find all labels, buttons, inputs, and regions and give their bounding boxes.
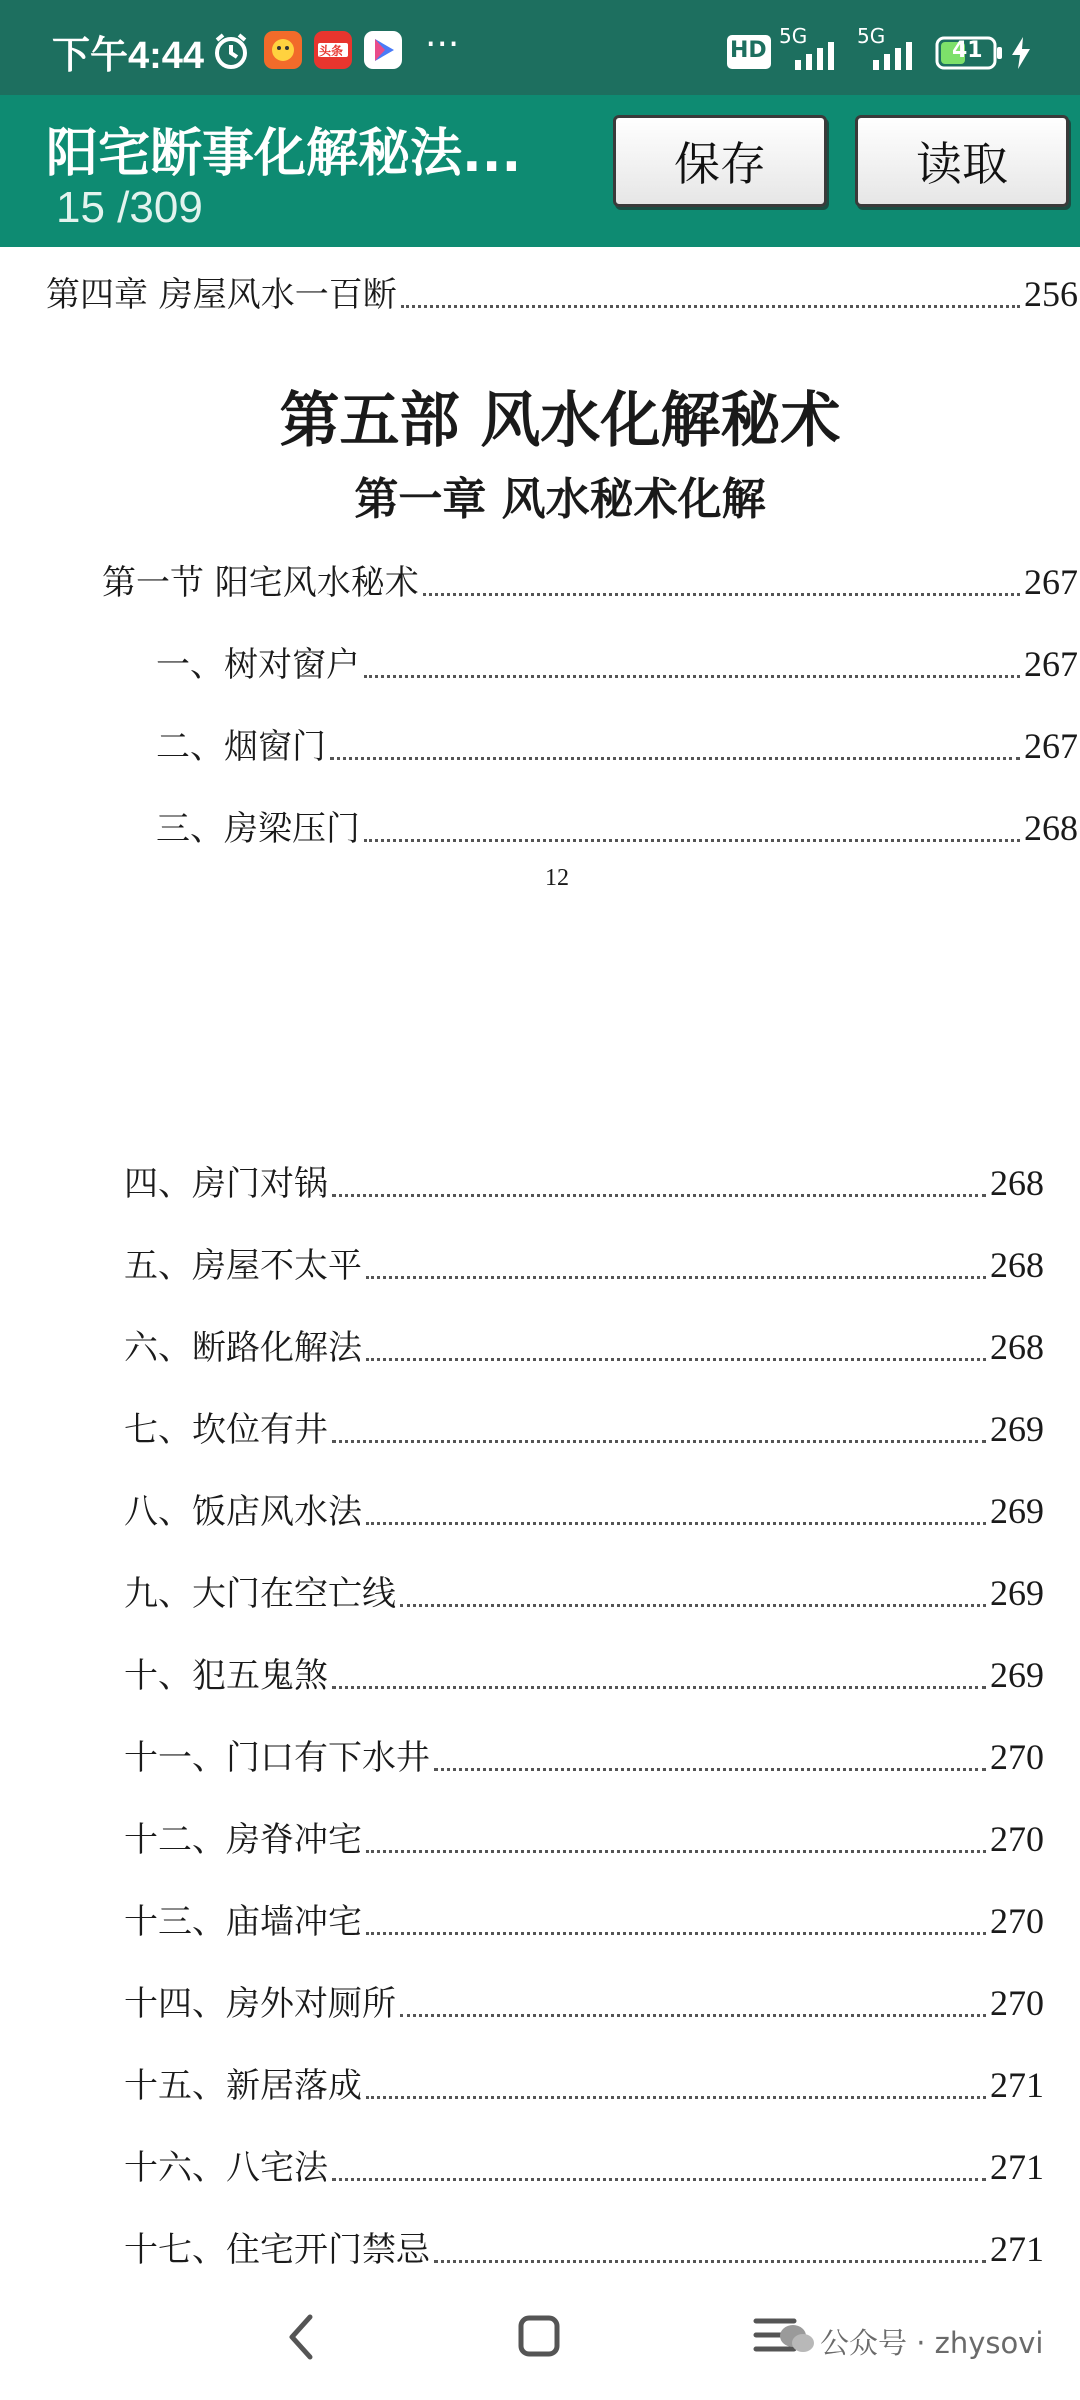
play-app-icon <box>363 30 403 74</box>
toc-item-page: 269 <box>990 1409 1044 1449</box>
toc-item <box>124 2222 1044 2271</box>
toc-item <box>156 719 1078 768</box>
toc-item-page: 269 <box>990 1491 1044 1531</box>
toc-leader-dots <box>366 1276 986 1279</box>
toc-leader-dots <box>434 2260 986 2263</box>
toc-item-page: 268 <box>990 1245 1044 1285</box>
toc-entry-title: 第一节 阳宅风水秘术 <box>102 563 419 603</box>
toc-item-page: 267 <box>1024 644 1078 684</box>
toc-item-title: 一、树对窗户 <box>156 645 360 685</box>
toc-item-title: 十一、门口有下水井 <box>124 1738 430 1778</box>
toc-leader-dots <box>364 839 1020 842</box>
toc-leader-dots <box>401 305 1020 308</box>
signal-1-icon <box>793 40 845 74</box>
toc-item-title: 十五、新居落成 <box>124 2066 362 2106</box>
toc-leader-dots <box>423 593 1020 596</box>
toc-item <box>124 1402 1044 1451</box>
toc-leader-dots <box>332 2178 986 2181</box>
charging-icon <box>1010 36 1032 74</box>
status-bar <box>0 0 1080 95</box>
toc-item-title: 十七、住宅开门禁忌 <box>124 2230 430 2270</box>
toc-leader-dots <box>364 675 1020 678</box>
toc-item-page: 268 <box>1024 808 1078 848</box>
load-button[interactable]: 读取 <box>855 115 1069 207</box>
back-button[interactable] <box>282 2311 322 2367</box>
alarm-icon <box>212 32 250 74</box>
toc-item-page: 268 <box>990 1327 1044 1367</box>
toc-item-title: 十三、庙墙冲宅 <box>124 1902 362 1942</box>
toc-item-page: 270 <box>990 1983 1044 2023</box>
hd-label: HD <box>730 38 767 63</box>
navigation-bar <box>0 2277 1080 2400</box>
toc-item-title: 八、饭店风水法 <box>124 1492 362 1532</box>
chapter-heading: 第一章 风水秘术化解 <box>354 474 766 525</box>
toc-leader-dots <box>332 1686 986 1689</box>
toc-item <box>124 1812 1044 1861</box>
toc-item <box>124 1730 1044 1779</box>
document-page[interactable] <box>0 247 1080 2277</box>
toc-leader-dots <box>366 1932 986 1935</box>
toc-item <box>124 1566 1044 1615</box>
part-heading: 第五部 风水化解秘术 <box>279 386 841 456</box>
toc-item-title: 十、犯五鬼煞 <box>124 1656 328 1696</box>
toc-item-title: 二、烟窗门 <box>156 727 326 767</box>
page-number: 12 <box>545 865 569 891</box>
toc-item-title: 七、坎位有井 <box>124 1410 328 1450</box>
toc-item-title: 四、房门对锅 <box>124 1164 328 1204</box>
toc-item <box>124 1484 1044 1533</box>
toc-item-title: 五、房屋不太平 <box>124 1246 362 1286</box>
toc-item <box>156 801 1078 850</box>
toc-item <box>124 1320 1044 1369</box>
toc-item <box>124 1648 1044 1697</box>
toc-item-title: 十二、房脊冲宅 <box>124 1820 362 1860</box>
toc-leader-dots <box>434 1768 986 1771</box>
wechat-icon <box>778 2323 816 2359</box>
signal-2-icon <box>871 40 923 74</box>
toc-leader-dots <box>366 1522 986 1525</box>
battery-level: 41 <box>952 38 983 63</box>
toc-item-title: 九、大门在空亡线 <box>124 1574 396 1614</box>
toc-item-title: 三、房梁压门 <box>156 809 360 849</box>
toc-item-page: 269 <box>990 1655 1044 1695</box>
home-button[interactable] <box>516 2313 562 2363</box>
toc-item <box>124 1894 1044 1943</box>
toc-item-title: 十四、房外对厕所 <box>124 1984 396 2024</box>
toc-leader-dots <box>332 1194 986 1197</box>
network-label-1: 5G <box>779 24 808 48</box>
network-label-2: 5G <box>857 24 886 48</box>
toc-entry-chapter-4 <box>46 267 1078 316</box>
toc-leader-dots <box>400 1604 986 1607</box>
toc-item-page: 270 <box>990 1819 1044 1859</box>
status-time: 下午4:44 <box>52 35 205 77</box>
app-bar <box>0 95 1080 247</box>
watermark: 公众号 · zhysovi <box>820 2326 1044 2360</box>
save-button[interactable]: 保存 <box>613 115 827 207</box>
toc-leader-dots <box>366 1358 986 1361</box>
game-app-icon <box>263 30 303 74</box>
toc-entry-page: 256 <box>1024 274 1078 314</box>
more-notifications: ··· <box>425 24 460 65</box>
toc-leader-dots <box>330 757 1020 760</box>
toc-item-title: 十六、八宅法 <box>124 2148 328 2188</box>
toc-item-page: 271 <box>990 2147 1044 2187</box>
toc-entry-page: 267 <box>1024 562 1078 602</box>
toc-item <box>124 1976 1044 2025</box>
page-counter: 15 /309 <box>56 183 203 232</box>
toc-item <box>124 2058 1044 2107</box>
toc-leader-dots <box>366 1850 986 1853</box>
toc-leader-dots <box>400 2014 986 2017</box>
toc-item <box>124 1238 1044 1287</box>
toc-item-page: 267 <box>1024 726 1078 766</box>
toc-item-page: 271 <box>990 2229 1044 2269</box>
toc-item <box>124 2140 1044 2189</box>
toc-item-page: 271 <box>990 2065 1044 2105</box>
toutiao-badge-label: 头条 <box>319 44 344 58</box>
toc-leader-dots <box>366 2096 986 2099</box>
toc-entry-section-1 <box>102 555 1078 604</box>
toc-item-page: 268 <box>990 1163 1044 1203</box>
toc-item-page: 269 <box>990 1573 1044 1613</box>
toc-entry-title: 第四章 房屋风水一百断 <box>46 275 397 315</box>
toc-item <box>156 637 1078 686</box>
toc-item <box>124 1156 1044 1205</box>
toc-leader-dots <box>332 1440 986 1443</box>
toc-item-page: 270 <box>990 1901 1044 1941</box>
document-title: 阳宅断事化解秘法... <box>46 124 522 184</box>
toc-item-title: 六、断路化解法 <box>124 1328 362 1368</box>
toc-item-page: 270 <box>990 1737 1044 1777</box>
